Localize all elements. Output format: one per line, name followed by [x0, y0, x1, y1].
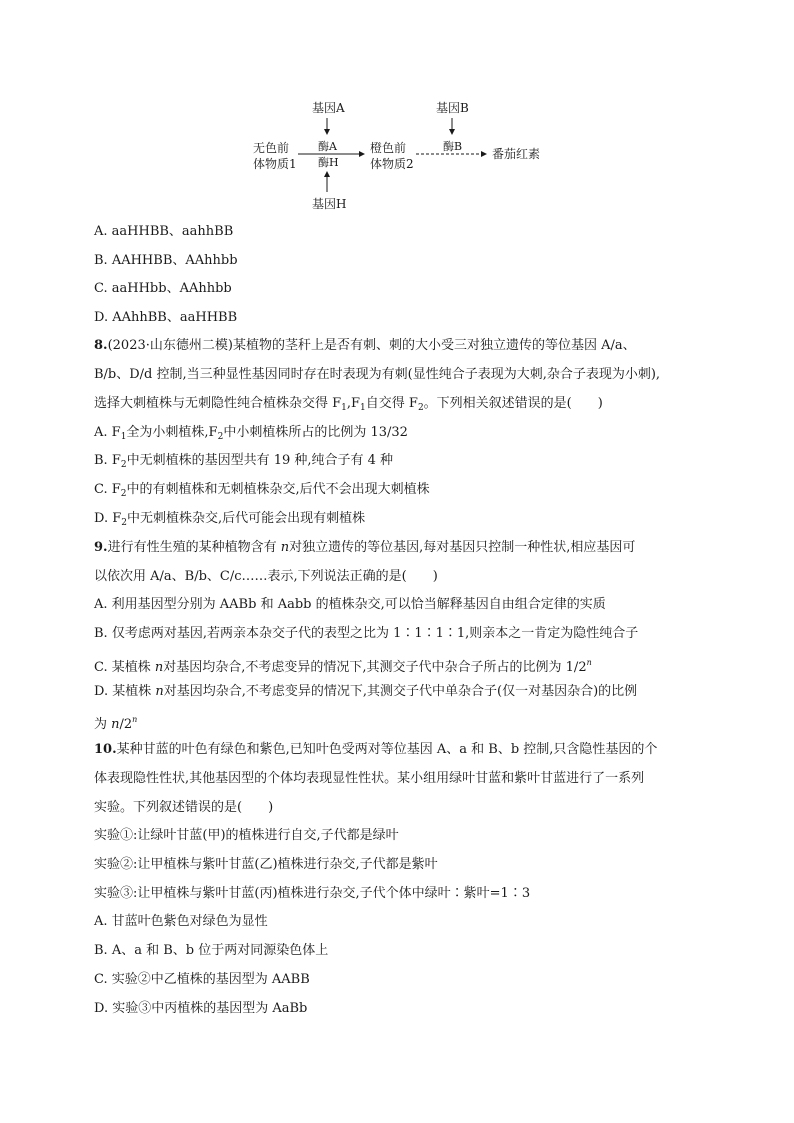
- q8-opt-a-1: A. F: [94, 425, 121, 440]
- q10-line1-text: 某种甘蓝的叶色有绿色和紫色,已知叶色受两对等位基因 A、a 和 B、b 控制,只含隐性基因的个: [116, 742, 658, 757]
- q8-opt-c-1: C. F: [94, 482, 121, 497]
- q8-sub: 2: [120, 460, 127, 470]
- q8-sub: 2: [120, 489, 127, 499]
- enzyme-a-label: 酶A: [318, 140, 337, 153]
- q9-sup-n: n: [586, 658, 592, 667]
- q10-option-b: B. A、a 和 B、b 位于两对同源染色体上: [94, 943, 329, 958]
- q9-opt-c-2: 对基因均杂合,不考虑变异的情况下,其测交子代中杂合子所占的比例为 1/2: [163, 660, 587, 675]
- q9-n: n: [280, 540, 290, 555]
- q8-option-d: [94, 511, 365, 531]
- q7-option-d: D. AAhhBB、aaHHBB: [94, 310, 238, 325]
- q9-number: 9.: [94, 540, 108, 555]
- q9-opt-d-1: D. 某植株: [94, 684, 156, 699]
- precursor1-line2: 体物质1: [253, 157, 297, 171]
- q9-stem-line1: [94, 540, 635, 556]
- q9-option-a: A. 利用基因型分别为 AABb 和 Aabb 的植株杂交,可以恰当解释基因自由组合定律的实质: [94, 597, 606, 612]
- q8-line3-part4: 。下列相关叙述错误的是( ): [423, 396, 603, 411]
- q10-option-c: C. 实验②中乙植株的基因型为 AABB: [94, 972, 310, 987]
- q8-opt-c-2: 中的有刺植株和无刺植株杂交,后代不会出现大刺植株: [126, 482, 430, 497]
- q8-sub: 2: [121, 518, 127, 528]
- q7-option-c: C. aaHHbb、AAhhbb: [94, 281, 232, 296]
- gene-h-label: 基因H: [312, 197, 347, 211]
- enzyme-b-label: 酶B: [443, 140, 463, 153]
- q8-number: 8.: [94, 338, 108, 353]
- q8-opt-b-1: B. F: [94, 453, 121, 468]
- q9-n: n: [154, 660, 164, 675]
- q8-sub: 1: [120, 432, 127, 442]
- q10-experiment-1: 实验①:让绿叶甘蓝(甲)的植株进行自交,子代都是绿叶: [94, 828, 399, 843]
- product-label: 番茄红素: [492, 147, 541, 161]
- q7-option-b: B. AAHHBB、AAhhbb: [94, 253, 238, 268]
- precursor2-line2: 体物质2: [370, 157, 414, 171]
- q8-sub: 1: [360, 403, 366, 413]
- q9-line1-part1: 进行有性生殖的某种植物含有: [107, 540, 281, 555]
- q9-opt-d-4: /2: [119, 717, 133, 732]
- q9-option-b: B. 仅考虑两对基因,若两亲本杂交子代的表型之比为 1∶1∶1∶1,则亲本之一肯定为隐性纯合子: [94, 626, 639, 641]
- q8-stem-line1: [94, 338, 636, 354]
- precursor1-line1: 无色前: [253, 141, 290, 155]
- q9-opt-d-3: 为: [94, 717, 112, 732]
- q10-stem-line2: 体表现隐性性状,其他基因型的个体均表现显性性状。某小组用绿叶甘蓝和紫叶甘蓝进行了一系列: [94, 771, 645, 786]
- q8-line3-part1: 选择大刺植株与无刺隐性纯合植株杂交得 F: [94, 396, 342, 411]
- q9-opt-c-1: C. 某植株: [94, 660, 155, 675]
- q9-option-d-cont: [94, 712, 137, 733]
- q8-line1-text: (2023·山东德州二模)某植物的茎秆上是否有刺、刺的大小受三对独立遗传的等位基因 A/a、: [107, 338, 636, 353]
- gene-a-label: 基因A: [312, 101, 345, 115]
- q10-stem-line3: 实验。下列叙述错误的是( ): [94, 800, 274, 815]
- q8-option-a: [94, 425, 408, 445]
- q9-n: n: [111, 717, 120, 732]
- q10-number: 10.: [94, 742, 117, 757]
- gene-b-label: 基因B: [436, 101, 469, 115]
- q10-experiment-3: 实验③:让甲植株与紫叶甘蓝(丙)植株进行杂交,子代个体中绿叶∶紫叶=1∶3: [94, 886, 531, 901]
- q8-sub: 1: [341, 403, 347, 413]
- q8-opt-a-3: 中小刺植株所占的比例为 13/32: [223, 425, 408, 440]
- q9-stem-line2: 以依次用 A/a、B/b、C/c……表示,下列说法正确的是( ): [94, 569, 438, 584]
- q8-opt-d-2: 中无刺植株杂交,后代可能会出现有刺植株: [126, 511, 366, 526]
- q9-sup-n: n: [132, 715, 138, 724]
- q8-line3-part3: 自交得 F: [365, 396, 418, 411]
- q8-option-b: [94, 453, 393, 473]
- q9-n: n: [155, 684, 164, 699]
- pathway-diagram: [240, 96, 560, 216]
- q8-opt-a-2: 全为小刺植株,F: [126, 425, 218, 440]
- q9-option-d: [94, 684, 637, 700]
- q10-experiment-2: 实验②:让甲植株与紫叶甘蓝(乙)植株进行杂交,子代都是紫叶: [94, 857, 438, 872]
- q9-option-c: [94, 655, 592, 676]
- q10-stem-line1: [94, 742, 657, 758]
- q9-opt-d-2: 对基因均杂合,不考虑变异的情况下,其测交子代中单杂合子(仅一对基因杂合)的比例: [163, 684, 638, 699]
- precursor2-line1: 橙色前: [370, 141, 407, 155]
- q8-sub: 2: [417, 403, 424, 413]
- q8-option-c: [94, 482, 430, 502]
- enzyme-h-label: 酶H: [318, 156, 339, 169]
- q8-stem-line3: [94, 396, 603, 416]
- q7-option-a: A. aaHHBB、aahhBB: [94, 224, 234, 239]
- q8-opt-b-2: 中无刺植株的基因型共有 19 种,纯合子有 4 种: [126, 453, 394, 468]
- q10-option-d: D. 实验③中丙植株的基因型为 AaBb: [94, 1001, 308, 1016]
- q8-stem-line2: B/b、D/d 控制,当三种显性基因同时存在时表现为有刺(显性纯合子表现为大刺,杂合子表现为小刺),: [94, 367, 661, 382]
- q8-opt-d-1: D. F: [94, 511, 122, 526]
- q8-sub: 2: [217, 432, 224, 442]
- q10-option-a: A. 甘蓝叶色紫色对绿色为显性: [94, 914, 268, 929]
- q9-line1-part2: 对独立遗传的等位基因,每对基因只控制一种性状,相应基因可: [289, 540, 636, 555]
- q8-line3-part2: ,F: [346, 396, 361, 411]
